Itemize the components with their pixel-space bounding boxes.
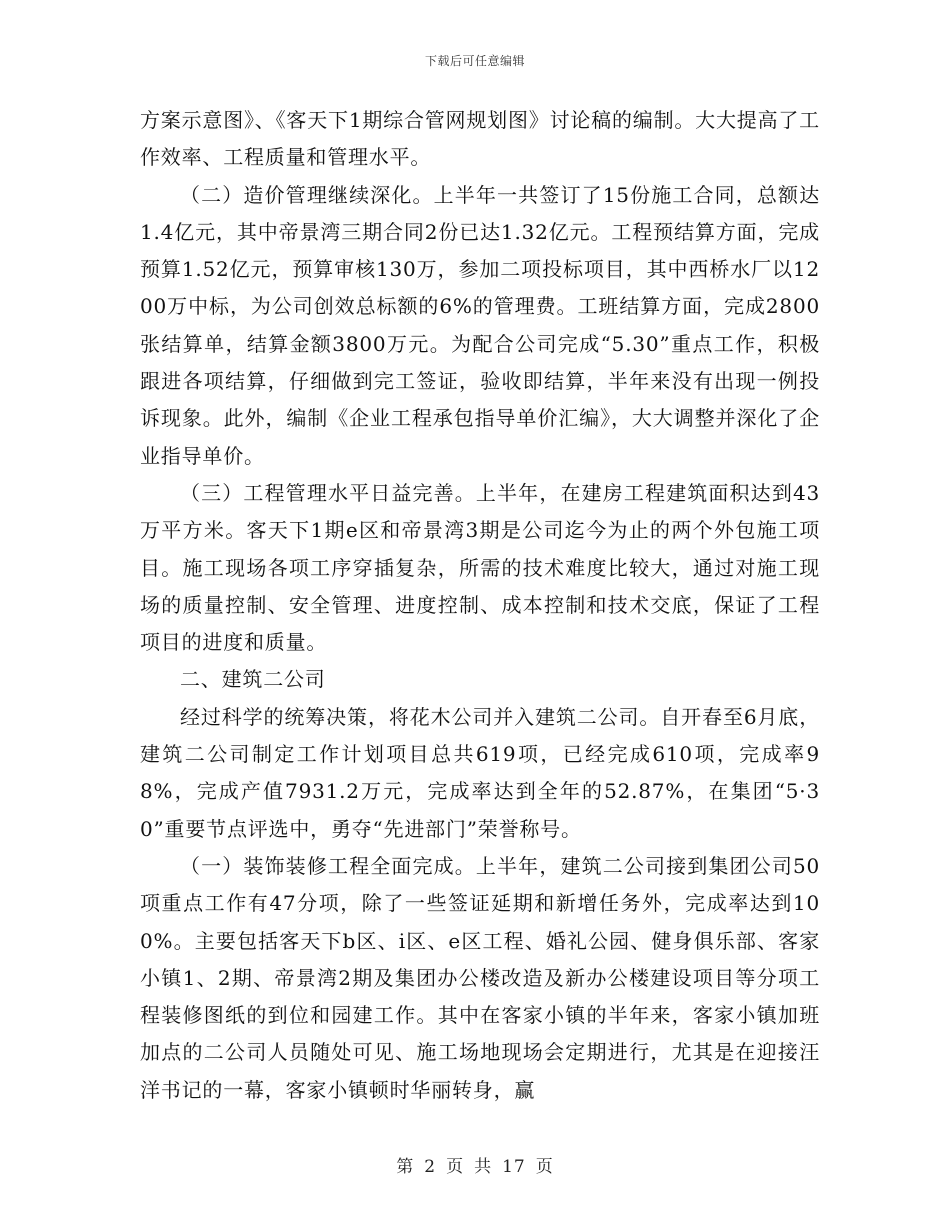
paragraph-4: 经过科学的统筹决策，将花木公司并入建筑二公司。自开春至6月底，建筑二公司制定工作计划项目总共619项，已经完成610项，完成率98%，完成产值7931.2万元，完成率达到全年的52.87%，在集团“5·30”重要节点评选中，勇夺“先进部门”荣誉称号。 [140, 704, 820, 841]
paragraph-2: （二）造价管理继续深化。上半年一共签订了15份施工合同，总额达1.4亿元，其中帝景湾三期合同2份已达1.32亿元。工程预结算方面，完成预算1.52亿元，预算审核130万，参加二项投标项目，其中西桥水厂以1200万中标，为公司创效总标额的6%的管理费。工班结算方面，完成2800张结算单，结算金额3800万元。为配合公司完成“5.30”重点工作，积极跟进各项结算，仔细做到完工签证，验收即结算，半年来没有出现一例投诉现象。此外，编制《企业工程承包指导单价汇编》，大大调整并深化了企业指导单价。 [140, 182, 820, 468]
paragraph-1: 方案示意图》、《客天下1期综合管网规划图》讨论稿的编制。大大提高了工作效率、工程质量和管理水平。 [140, 108, 820, 170]
page-header: 下载后可任意编辑 [424, 54, 525, 68]
paragraph-3: （三）工程管理水平日益完善。上半年，在建房工程建筑面积达到43万平方米。客天下1期e区和帝景湾3期是公司迄今为止的两个外包施工项目。施工现场各项工序穿插复杂，所需的技术难度比较大，通过对施工现场的质量控制、安全管理、进度控制、成本控制和技术交底，保证了工程项目的进度和质量。 [140, 480, 820, 655]
total-label-prefix: 共 [474, 1157, 493, 1177]
page-footer [0, 1152, 950, 1177]
page-label-prefix: 第 [396, 1157, 415, 1177]
page-label-suffix: 页 [535, 1157, 554, 1177]
page-label-mid: 页 [446, 1157, 465, 1177]
paragraph-5: （一）装饰装修工程全面完成。上半年，建筑二公司接到集团公司50项重点工作有47分项，除了一些签证延期和新增任务外，完成率达到100%。主要包括客天下b区、i区、e区工程、婚礼公园、健身俱乐部、客家小镇1、2期、帝景湾2期及集团办公楼改造及新办公楼建设项目等分项工程装修图纸的到位和园建工作。其中在客家小镇的半年来，客家小镇加班加点的二公司人员随处可见、施工场地现场会定期进行，尤其是在迎接汪洋书记的一幕，客家小镇顿时华丽转身，赢 [140, 853, 820, 1102]
page-number: 2 [424, 1157, 437, 1177]
section-heading: 二、建筑二公司 [180, 667, 326, 692]
document-body [140, 102, 820, 1109]
total-pages: 17 [502, 1157, 526, 1177]
